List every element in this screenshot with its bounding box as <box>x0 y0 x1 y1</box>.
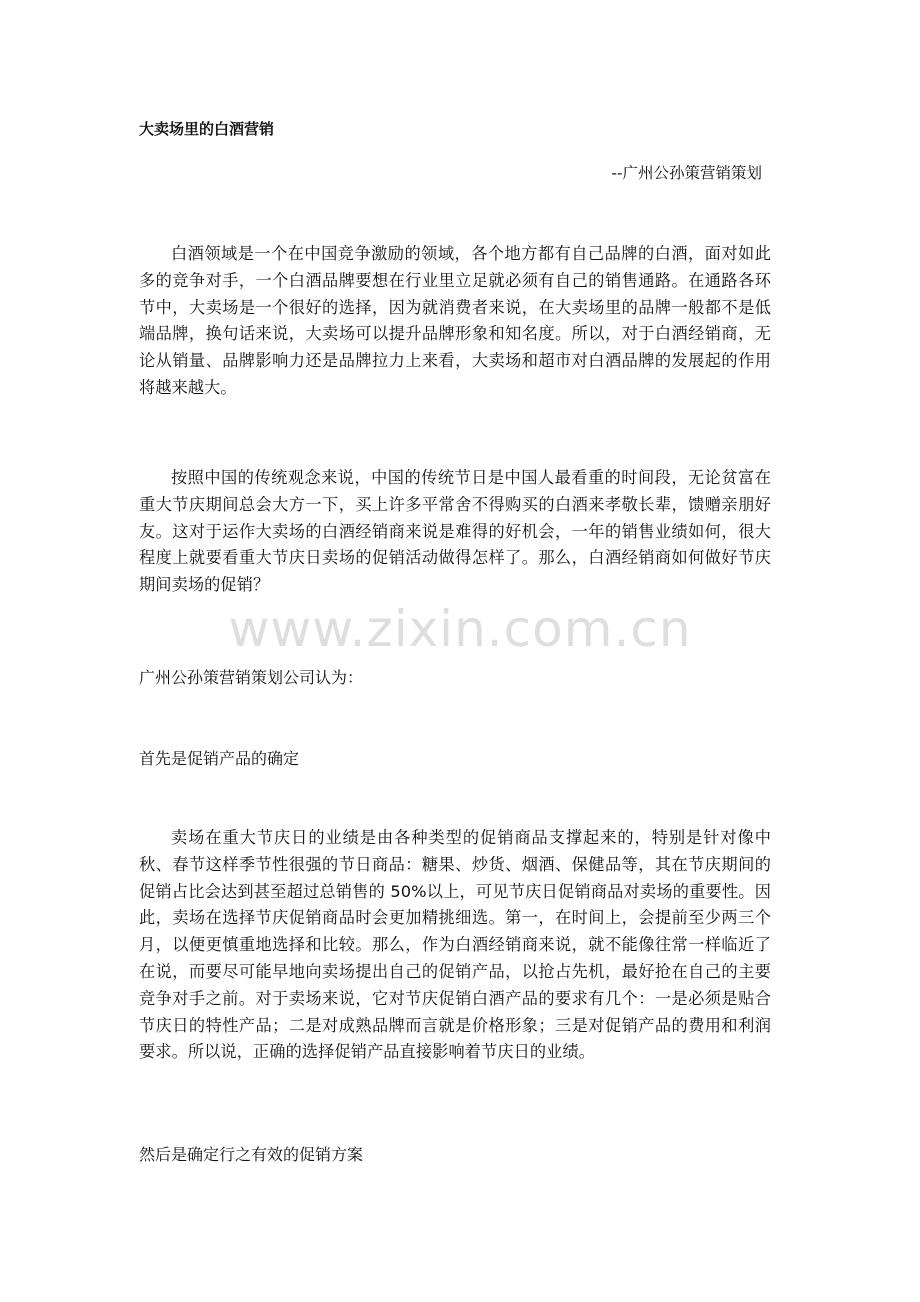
paragraph-product-selection: 卖场在重大节庆日的业绩是由各种类型的促销商品支撑起来的，特别是针对像中秋、春节这样季节性很强的节日商品：糖果、炒货、烟酒、保健品等，其在节庆期间的促销占比会达到甚至超过总销售的 50%以上，可见节庆日促销商品对卖场的重要性。因此，卖场在选择节庆促销商品时会更加精挑细选。第一，在时间上，会提前至少两三个月，以便更慎重地选择和比较。那么，作为白酒经销商来说，就不能像往常一样临近了在说，而要尽可能早地向卖场提出自己的促销产品，以抢占先机，最好抢在自己的主要竞争对手之前。对于卖场来说，它对节庆促销白酒产品的要求有几个：一是必须是贴合节庆日的特性产品；二是对成熟品牌而言就是价格形象；三是对促销产品的费用和利润要求。所以说，正确的选择促销产品直接影响着节庆日的业绩。 <box>139 828 771 1062</box>
document-title: 大卖场里的白酒营销 <box>139 120 275 138</box>
paragraph-intro: 白酒领域是一个在中国竞争激励的领域，各个地方都有自己品牌的白酒，面对如此多的竞争对手，一个白酒品牌要想在行业里立足就必须有自己的销售通路。在通路各环节中，大卖场是一个很好的选择，因为就消费者来说，在大卖场里的品牌一般都不是低端品牌，换句话来说，大卖场可以提升品牌形象和知名度。所以，对于白酒经销商，无论从销量、品牌影响力还是品牌拉力上来看，大卖场和超市对白酒品牌的发展起的作用将越来越大。 <box>139 244 771 397</box>
watermark-text: www.zixin.com.cn <box>228 600 692 658</box>
company-statement: 广州公孙策营销策划公司认为： <box>139 668 364 687</box>
section-heading-product: 首先是促销产品的确定 <box>139 749 300 768</box>
document-byline: --广州公孙策营销策划 <box>611 164 762 182</box>
paragraph-festival: 按照中国的传统观念来说，中国的传统节日是中国人最看重的时间段，无论贫富在重大节庆期间总会大方一下，买上许多平常舍不得购买的白酒来孝敬长辈，馈赠亲朋好友。这对于运作大卖场的白酒经销商来说是难得的好机会，一年的销售业绩如何，很大程度上就要看重大节庆日卖场的促销活动做得怎样了。那么，白酒经销商如何做好节庆期间卖场的促销？ <box>139 468 771 595</box>
section-heading-plan: 然后是确定行之有效的促销方案 <box>139 1145 364 1164</box>
